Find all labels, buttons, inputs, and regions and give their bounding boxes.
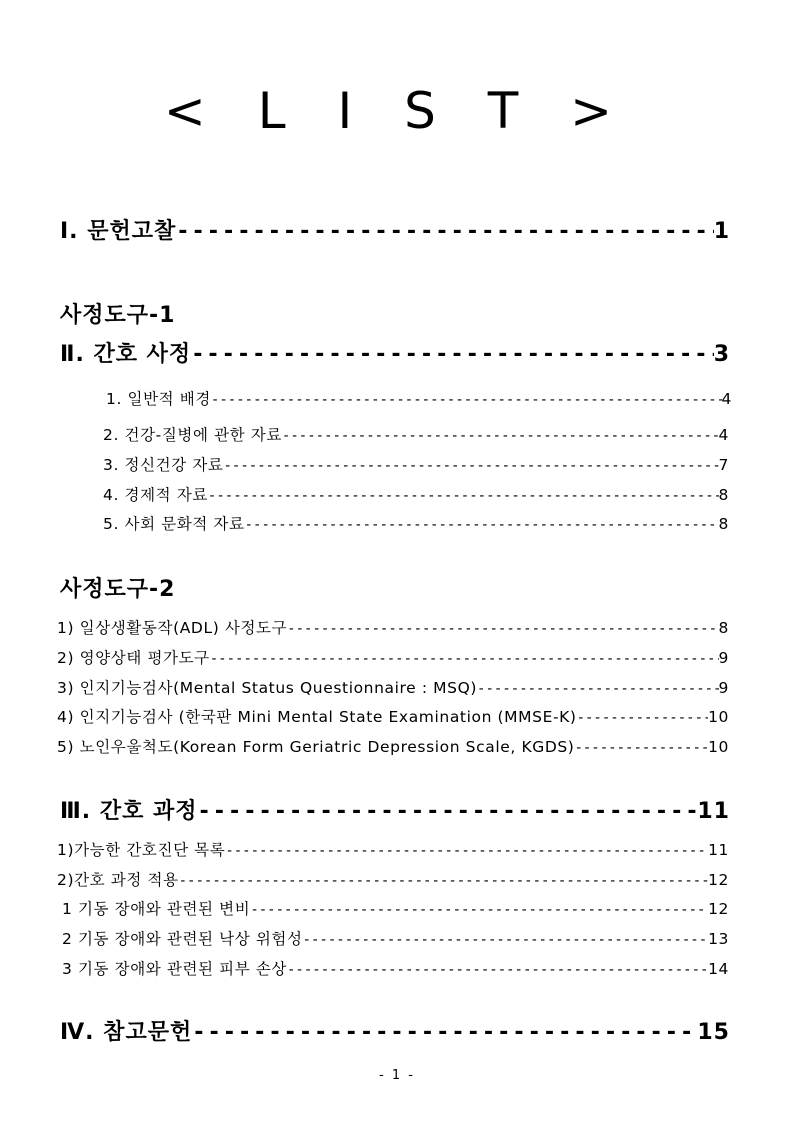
toc-label: Ⅲ. 간호 과정 — [60, 799, 198, 824]
page-footer-number: - 1 - — [379, 1068, 415, 1083]
toc-page-number: 8 — [718, 515, 729, 533]
toc-label: 1) 일상생활동작(ADL) 사정도구 — [57, 619, 288, 637]
toc-label: 3 기동 장애와 관련된 피부 손상 — [62, 960, 287, 978]
toc-leader — [176, 219, 713, 244]
toc-label: Ⅱ. 간호 사정 — [60, 342, 192, 367]
toc-item — [62, 957, 729, 979]
toc-item — [57, 838, 729, 860]
toc-label: 5) 노인우울척도(Korean Form Geriatric Depression Scale, KGDS) — [57, 738, 575, 756]
toc-item — [57, 868, 729, 890]
toc-leader — [208, 488, 719, 504]
toc-label: Ⅰ. 문헌고찰 — [60, 219, 177, 244]
toc-page-number: 12 — [708, 900, 729, 918]
toc-leader — [477, 681, 718, 697]
toc-page-number: 11 — [697, 799, 730, 824]
toc-leader — [287, 621, 718, 637]
toc-leader — [191, 342, 714, 367]
section-heading-tool-2: 사정도구-2 — [60, 577, 176, 602]
toc-label: Ⅳ. 참고문헌 — [60, 1020, 193, 1045]
toc-item — [103, 483, 729, 505]
toc-item — [57, 705, 729, 727]
toc-leader — [303, 932, 709, 948]
toc-label: 3. 정신건강 자료 — [103, 456, 224, 474]
toc-label: 1 기동 장애와 관련된 변비 — [62, 900, 251, 918]
toc-chapter-4 — [60, 1015, 730, 1046]
toc-item — [57, 735, 729, 757]
toc-page-number: 8 — [718, 486, 729, 504]
toc-item — [57, 616, 729, 638]
toc-chapter-1 — [60, 214, 730, 245]
page-title: < L I S T > — [163, 82, 631, 140]
toc-leader — [225, 843, 708, 859]
toc-label: 3) 인지기능검사(Mental Status Questionnaire : MSQ) — [57, 679, 478, 697]
toc-chapter-2 — [60, 337, 730, 368]
toc-leader — [210, 651, 719, 667]
toc-item — [57, 676, 729, 698]
toc-item — [106, 387, 732, 409]
toc-leader — [179, 873, 708, 889]
toc-page-number: 15 — [697, 1020, 730, 1045]
toc-leader — [223, 458, 718, 474]
toc-page-number: 8 — [718, 619, 729, 637]
toc-leader — [197, 799, 697, 824]
toc-page-number: 9 — [718, 649, 729, 667]
toc-page-number: 14 — [708, 960, 729, 978]
toc-label: 5. 사회 문화적 자료 — [103, 515, 245, 533]
toc-page-number: 4 — [718, 426, 729, 444]
toc-page-number: 1 — [713, 219, 730, 244]
toc-label: 2. 건강-질병에 관한 자료 — [103, 426, 282, 444]
toc-label: 2) 영양상태 평가도구 — [57, 649, 210, 667]
toc-label: 2 기동 장애와 관련된 낙상 위험성 — [62, 930, 303, 948]
toc-leader — [192, 1020, 697, 1045]
toc-item — [62, 897, 729, 919]
toc-page-number: 7 — [718, 456, 729, 474]
toc-item — [62, 927, 729, 949]
toc-leader — [211, 392, 722, 408]
toc-leader — [250, 902, 708, 918]
toc-page-number: 9 — [718, 679, 729, 697]
toc-page-number: 12 — [708, 871, 729, 889]
toc-chapter-3 — [60, 794, 730, 825]
toc-page-number: 11 — [708, 841, 729, 859]
toc-page-number: 10 — [708, 708, 729, 726]
toc-label: 4. 경제적 자료 — [103, 486, 208, 504]
toc-item — [103, 453, 729, 475]
toc-page-number: 13 — [708, 930, 729, 948]
toc-page-number: 10 — [708, 738, 729, 756]
toc-leader — [287, 962, 708, 978]
toc-leader — [574, 740, 708, 756]
section-heading-tool-1: 사정도구-1 — [60, 303, 176, 328]
toc-page-number: 3 — [713, 342, 730, 367]
toc-leader — [577, 710, 708, 726]
toc-page-number: 4 — [721, 390, 732, 408]
toc-label: 2)간호 과정 적용 — [57, 871, 179, 889]
toc-label: 1. 일반적 배경 — [106, 390, 211, 408]
toc-item — [103, 423, 729, 445]
toc-leader — [282, 428, 719, 444]
toc-label: 1)가능한 간호진단 목록 — [57, 841, 226, 859]
toc-item — [57, 646, 729, 668]
toc-leader — [245, 517, 719, 533]
toc-item — [103, 512, 729, 534]
toc-label: 4) 인지기능검사 (한국판 Mini Mental State Examination (MMSE-K) — [57, 708, 577, 726]
